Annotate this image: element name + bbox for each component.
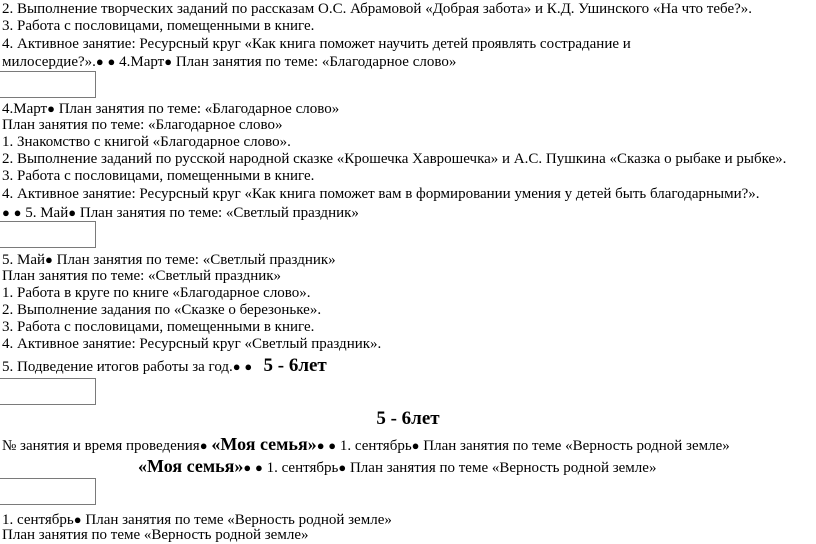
- text-line: [2, 268, 281, 285]
- bullet-icon: ●: [13, 205, 22, 220]
- text-line: [2, 36, 631, 53]
- line-text: милосердие?».: [2, 54, 96, 70]
- bullet-icon: ●: [243, 460, 252, 475]
- empty-table-cell: [0, 478, 96, 505]
- text-line: [2, 285, 311, 302]
- line-text: План занятия по теме: «Светлый праздник»: [2, 268, 282, 284]
- text-line: [2, 1, 752, 18]
- bullet-icon: ●: [328, 438, 337, 453]
- text-line: [2, 100, 339, 118]
- bullet-icon: ●: [107, 54, 116, 69]
- line-text: 5. Май: [2, 252, 46, 268]
- bullet-icon: ●: [411, 438, 420, 453]
- section-heading: [0, 408, 816, 430]
- line-text: План занятия по теме: «Светлый праздник»: [56, 252, 336, 268]
- line-text: № занятия и время проведения: [2, 438, 200, 454]
- text-line: [2, 302, 321, 319]
- line-text: 1. сентябрь: [339, 438, 412, 454]
- bullet-icon: ●: [164, 54, 173, 69]
- text-line: [2, 186, 760, 203]
- line-text: План занятия по теме: «Благодарное слово»: [175, 54, 457, 70]
- line-text: План занятия по теме: «Благодарное слово»: [2, 117, 283, 133]
- line-text: 1. Знакомство с книгой «Благодарное слово».: [2, 134, 291, 150]
- line-text: 4. Активное занятие: Ресурсный круг «Как книга поможет вам в формировании умения у детей быть благодарными?».: [2, 186, 760, 202]
- line-text: План занятия по теме «Верность родной земле»: [349, 460, 657, 476]
- text-line: [2, 117, 283, 134]
- bullet-icon: ●: [45, 252, 53, 267]
- line-text: 1. сентябрь: [2, 512, 74, 528]
- text-line: [2, 168, 314, 185]
- line-text: 3. Работа с пословицами, помещенными в книге.: [2, 168, 315, 184]
- empty-table-cell: [0, 221, 96, 248]
- bullet-icon: ●: [199, 438, 208, 453]
- line-text: 1. Работа в круге по книге «Благодарное слово».: [2, 285, 311, 301]
- line-text: 2. Выполнение заданий по русской народной сказке «Крошечка Хаврошечка» и А.С. Пушкина «Сказка о рыбаке и рыбке».: [2, 151, 787, 167]
- topic-title: «Моя семья»: [138, 456, 244, 476]
- line-text: 3. Работа с пословицами, помещенными в книге.: [2, 319, 315, 335]
- text-line: [2, 204, 359, 222]
- text-line: [2, 134, 291, 151]
- text-line: [2, 151, 786, 168]
- line-text: 4.Март: [2, 101, 48, 117]
- bullet-icon: ●: [73, 512, 82, 527]
- line-text: 2. Выполнение задания по «Сказке о березоньке».: [2, 302, 322, 318]
- line-text: 4. Активное занятие: Ресурсный круг «Светлый праздник».: [2, 336, 382, 352]
- empty-table-cell: [0, 71, 96, 98]
- text-line: [2, 527, 308, 544]
- text-line: [2, 53, 456, 71]
- bullet-icon: ●: [232, 359, 241, 374]
- line-text: План занятия по теме «Верность родной земле»: [85, 512, 392, 528]
- text-line: [2, 336, 381, 353]
- text-line: [2, 18, 314, 35]
- line-text: План занятия по теме «Верность родной земле»: [423, 438, 730, 454]
- line-text: 4.Март: [119, 54, 165, 70]
- line-text: 5. Май: [25, 205, 69, 221]
- text-line: [2, 319, 314, 336]
- age-group-label: 5 - 6лет: [263, 355, 327, 376]
- bullet-icon: ●: [244, 359, 253, 374]
- empty-table-cell: [0, 378, 96, 405]
- line-text: 4. Активное занятие: Ресурсный круг «Как книга поможет научить детей проявлять сострадание и: [2, 36, 631, 52]
- bullet-icon: ●: [2, 205, 10, 220]
- bullet-icon: ●: [254, 460, 263, 475]
- text-line: [2, 251, 336, 269]
- bullet-icon: ●: [95, 54, 104, 69]
- text-line: [2, 436, 730, 455]
- text-line: [138, 458, 656, 477]
- text-line: [2, 357, 327, 376]
- line-text: План занятия по теме: «Благодарное слово»: [58, 101, 340, 117]
- bullet-icon: ●: [68, 205, 77, 220]
- line-text: 2. Выполнение творческих заданий по рассказам О.С. Абрамовой «Добрая забота» и К.Д. Ушинского «На что тебе?».: [2, 1, 753, 17]
- topic-title: «Моя семья»: [211, 434, 317, 454]
- bullet-icon: ●: [47, 101, 55, 116]
- bullet-icon: ●: [338, 460, 347, 475]
- heading-text: 5 - 6лет: [376, 408, 440, 429]
- line-text: 5. Подведение итогов работы за год.: [2, 359, 233, 375]
- line-text: План занятия по теме: «Светлый праздник»: [79, 205, 359, 221]
- line-text: 1. сентябрь: [266, 460, 339, 476]
- line-text: План занятия по теме «Верность родной земле»: [2, 527, 309, 543]
- line-text: 3. Работа с пословицами, помещенными в книге.: [2, 18, 315, 34]
- bullet-icon: ●: [316, 438, 325, 453]
